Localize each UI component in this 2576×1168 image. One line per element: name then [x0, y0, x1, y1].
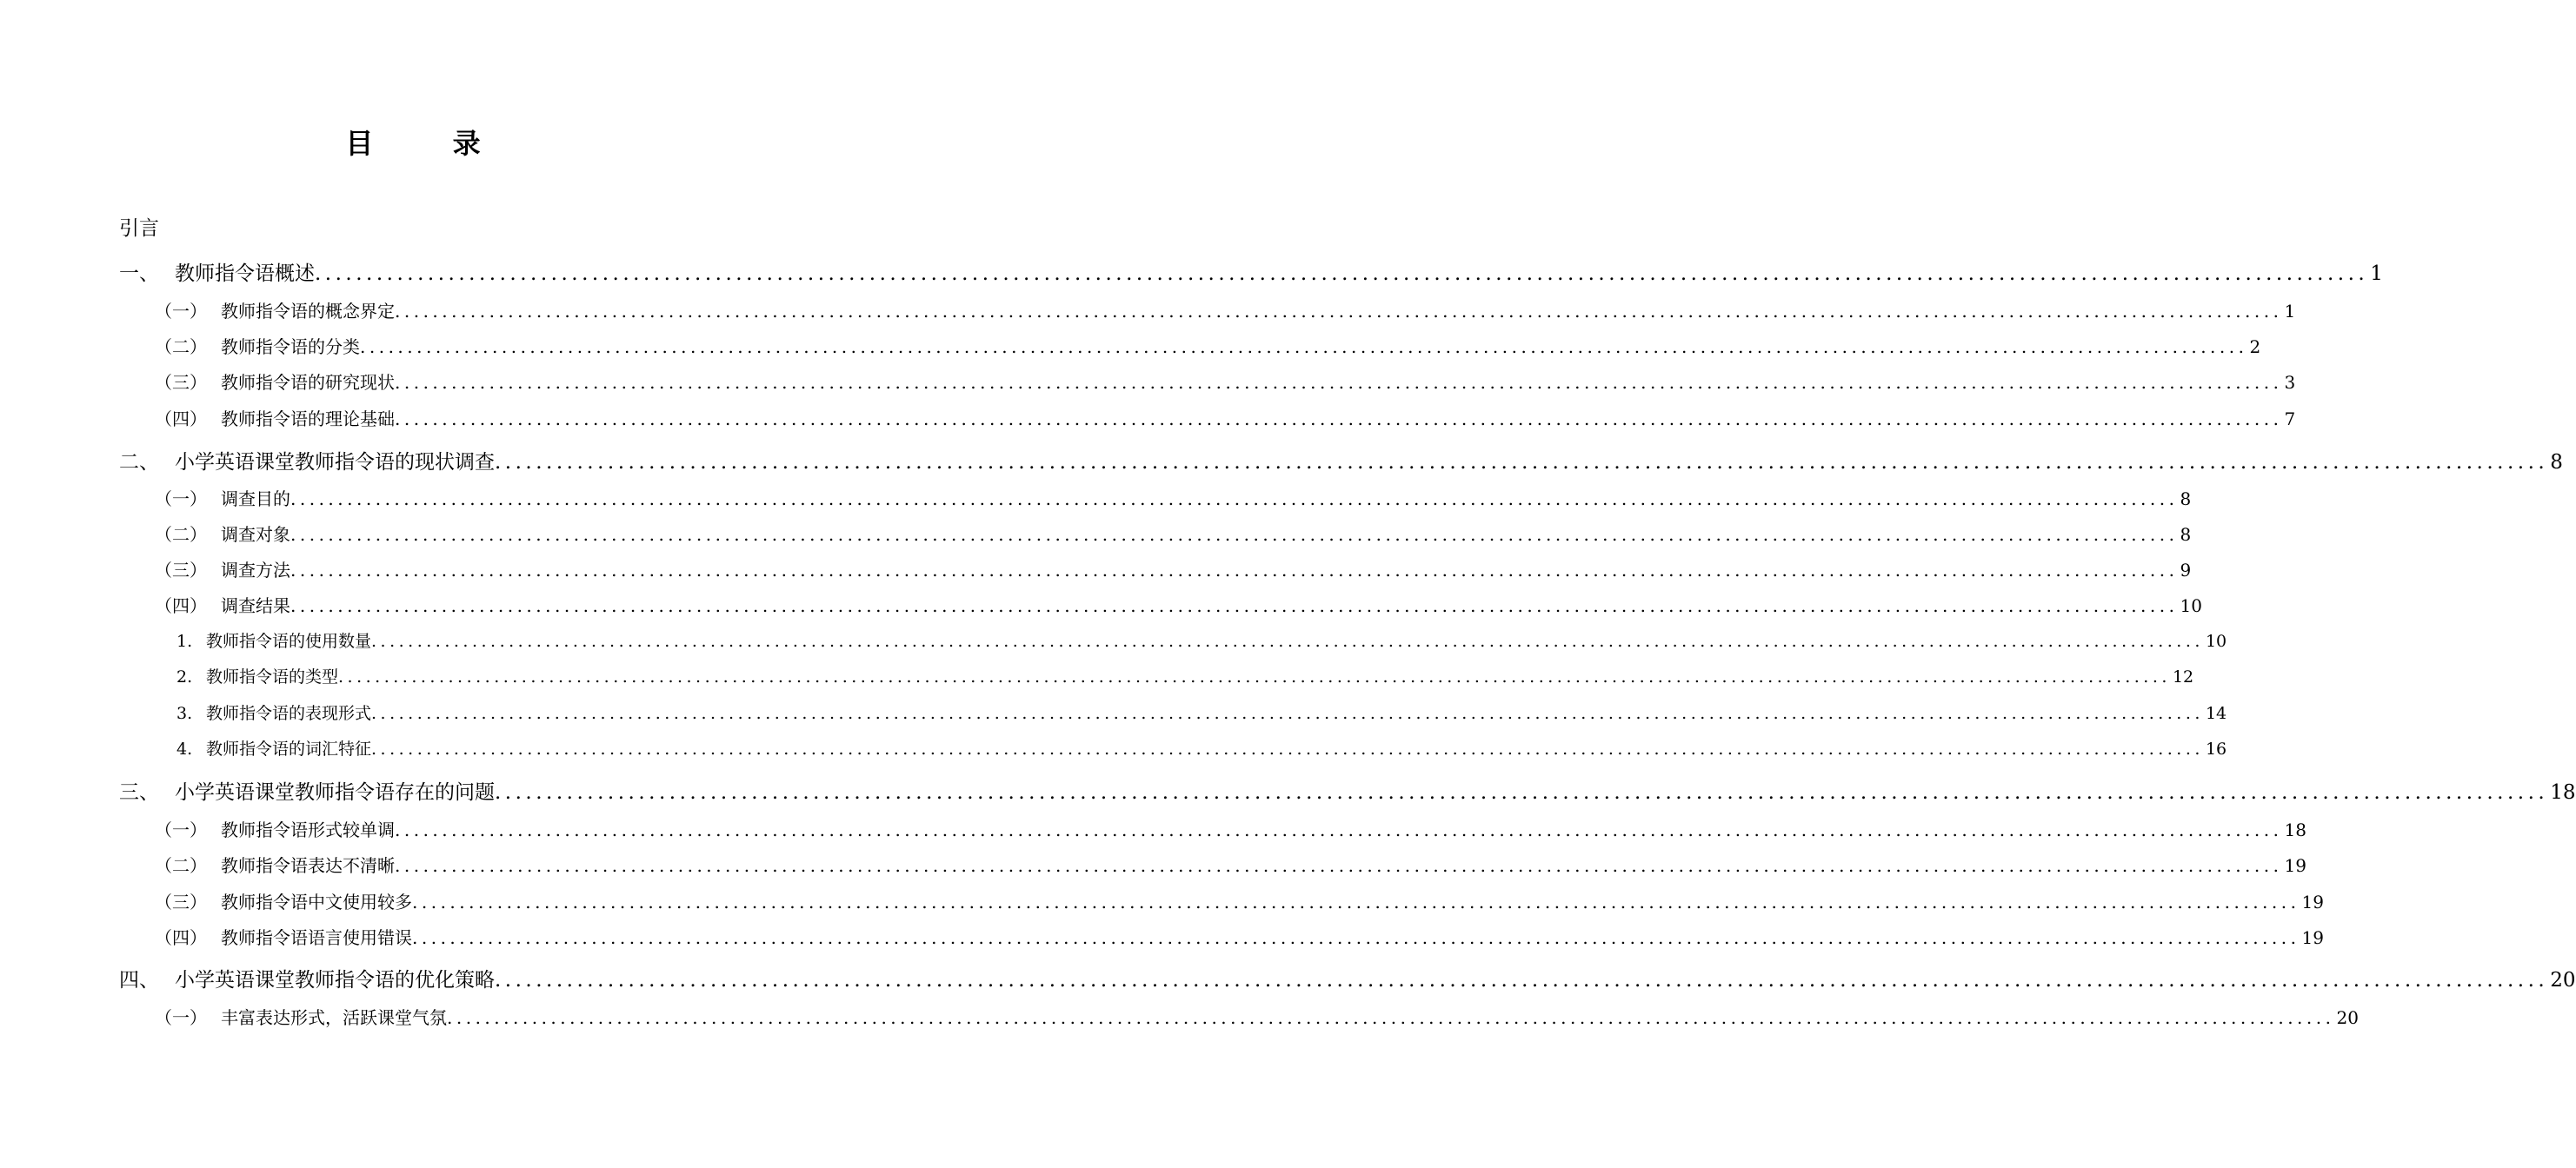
toc-entry-title: 教师指令语的研究现状	[221, 372, 395, 393]
toc-entry-number: （四）	[155, 408, 207, 429]
toc-entry[interactable]	[155, 852, 2306, 877]
toc-entry-number: 二、	[119, 451, 159, 474]
toc-entry-number: （一）	[155, 1007, 207, 1028]
toc-entry[interactable]	[119, 446, 2563, 474]
toc-entry[interactable]	[155, 333, 2261, 358]
toc-entry[interactable]	[155, 888, 2324, 913]
toc-entry-number: （一）	[155, 488, 207, 509]
toc-entry-page: 9	[2180, 560, 2192, 581]
toc-entry-title: 教师指令语中文使用较多	[221, 892, 412, 912]
toc-entry[interactable]	[119, 257, 2383, 286]
toc-entry-number: （三）	[155, 892, 207, 912]
toc-entry-page: 14	[2205, 704, 2227, 723]
toc-entry-number: 1.	[176, 632, 193, 651]
toc-entry-page: 7	[2284, 408, 2296, 429]
toc-entry-number: （二）	[155, 524, 207, 545]
toc-entry-number: 四、	[119, 969, 159, 992]
toc-entry-page: 8	[2550, 451, 2563, 474]
toc-entry[interactable]	[176, 700, 2227, 724]
toc-entry-page: 18	[2284, 820, 2306, 840]
toc-leader-dots: ........................................................................................................................................................................................................	[395, 372, 2283, 393]
toc-entry-title: 调查结果	[221, 595, 290, 616]
toc-entry-page: 12	[2172, 667, 2194, 687]
toc-entry-page: 18	[2550, 781, 2576, 804]
toc-entry-page: 1	[2284, 301, 2296, 322]
toc-entry-title: 教师指令语的使用数量	[206, 632, 372, 651]
toc-leader-dots: ........................................................................................................................................................................................................	[290, 560, 2179, 581]
toc-entry-number: （三）	[155, 372, 207, 393]
toc-leader-dots: ........................................................................................................................................................................................................	[371, 704, 2204, 723]
toc-entry[interactable]	[155, 1004, 2359, 1029]
toc-entry[interactable]	[155, 521, 2192, 546]
toc-entry-number: （二）	[155, 336, 207, 357]
toc-entry-number: 一、	[119, 262, 159, 285]
toc-entry-page: 8	[2180, 488, 2192, 509]
toc-leader-dots: ........................................................................................................................................................................................................	[495, 969, 2549, 992]
toc-entry[interactable]	[176, 736, 2227, 760]
toc-leader-dots: ........................................................................................................................................................................................................	[371, 632, 2204, 651]
toc-entry-title: 小学英语课堂教师指令语的现状调查	[175, 451, 495, 474]
toc-entry-number: （一）	[155, 301, 207, 322]
toc-entry-title: 教师指令语形式较单调	[221, 820, 395, 840]
toc-entry-page: 10	[2205, 632, 2227, 651]
toc-entry-page: 10	[2180, 595, 2202, 616]
toc-leader-dots: ........................................................................................................................................................................................................	[395, 855, 2283, 876]
toc-entry-page: 16	[2205, 740, 2227, 759]
toc-entry[interactable]	[155, 368, 2296, 394]
toc-leader-dots: ........................................................................................................................................................................................................	[395, 408, 2283, 429]
toc-entry-title: 教师指令语的理论基础	[221, 408, 395, 429]
toc-entry[interactable]	[119, 776, 2576, 805]
toc-entry-title: 教师指令语语言使用错误	[221, 927, 412, 948]
toc-entry-page: 19	[2301, 927, 2324, 948]
toc-entry-title: 教师指令语的词汇特征	[206, 740, 372, 759]
toc-entry-title: 调查对象	[221, 524, 290, 545]
toc-entry-number: （四）	[155, 595, 207, 616]
toc-entry-page: 3	[2284, 372, 2296, 393]
toc-entry-title: 丰富表达形式，活跃课堂气氛	[221, 1007, 447, 1028]
toc-entry[interactable]	[155, 405, 2296, 430]
toc-entry-title: 调查目的	[221, 488, 290, 509]
toc-entry[interactable]	[155, 485, 2192, 510]
toc-entry-title: 小学英语课堂教师指令语的优化策略	[175, 969, 495, 992]
toc-entry-title: 教师指令语的类型	[206, 667, 339, 687]
toc-entry-number: 三、	[119, 781, 159, 804]
toc-entry-number: （二）	[155, 855, 207, 876]
page-title: 目 录	[345, 127, 516, 160]
toc-leader-dots: ........................................................................................................................................................................................................	[495, 781, 2549, 804]
toc-leader-dots: ........................................................................................................................................................................................................	[412, 927, 2300, 948]
toc-intro: 引言	[119, 217, 159, 240]
toc-entry-number: 3.	[176, 704, 193, 723]
toc-entry[interactable]	[155, 297, 2296, 322]
toc-entry-title: 教师指令语表达不清晰	[221, 855, 395, 876]
toc-entry-title: 小学英语课堂教师指令语存在的问题	[175, 781, 495, 804]
toc-entry-title: 教师指令语概述	[175, 262, 315, 285]
toc-leader-dots: ........................................................................................................................................................................................................	[371, 740, 2204, 759]
toc-entry[interactable]	[155, 556, 2192, 581]
toc-leader-dots: ........................................................................................................................................................................................................	[290, 488, 2179, 509]
toc-leader-dots: ........................................................................................................................................................................................................	[315, 262, 2369, 285]
toc-entry-page: 20	[2550, 969, 2576, 992]
toc-entry-title: 教师指令语的表现形式	[206, 704, 372, 723]
toc-entry[interactable]	[176, 628, 2227, 652]
toc-entry-page: 8	[2180, 524, 2192, 545]
toc-entry-number: （四）	[155, 927, 207, 948]
toc-leader-dots: ........................................................................................................................................................................................................	[360, 336, 2248, 357]
toc-entry-number: （一）	[155, 820, 207, 840]
toc-entry[interactable]	[155, 924, 2324, 949]
toc-entry[interactable]	[155, 592, 2202, 617]
toc-leader-dots: ........................................................................................................................................................................................................	[395, 820, 2283, 840]
toc-entry-page: 1	[2370, 262, 2383, 285]
toc-leader-dots: ........................................................................................................................................................................................................	[412, 892, 2300, 912]
toc-entry[interactable]	[155, 816, 2306, 841]
toc-entry-page: 19	[2284, 855, 2306, 876]
toc-entry[interactable]	[176, 664, 2194, 687]
toc-entry-number: 2.	[176, 667, 193, 687]
toc-entry-page: 20	[2336, 1007, 2359, 1028]
toc-leader-dots: ........................................................................................................................................................................................................	[495, 451, 2549, 474]
toc-entry-title: 教师指令语的概念界定	[221, 301, 395, 322]
toc-leader-dots: ........................................................................................................................................................................................................	[338, 667, 2171, 687]
toc-entry-number: 4.	[176, 740, 193, 759]
toc-entry-page: 19	[2301, 892, 2324, 912]
toc-leader-dots: ........................................................................................................................................................................................................	[290, 595, 2179, 616]
toc-entry-number: （三）	[155, 560, 207, 581]
toc-entry-title: 教师指令语的分类	[221, 336, 360, 357]
toc-entry-page: 2	[2249, 336, 2261, 357]
toc-leader-dots: ........................................................................................................................................................................................................	[447, 1007, 2335, 1028]
toc-entry-title: 调查方法	[221, 560, 290, 581]
toc-leader-dots: ........................................................................................................................................................................................................	[290, 524, 2179, 545]
toc-leader-dots: ........................................................................................................................................................................................................	[395, 301, 2283, 322]
toc-entry[interactable]	[119, 964, 2576, 992]
